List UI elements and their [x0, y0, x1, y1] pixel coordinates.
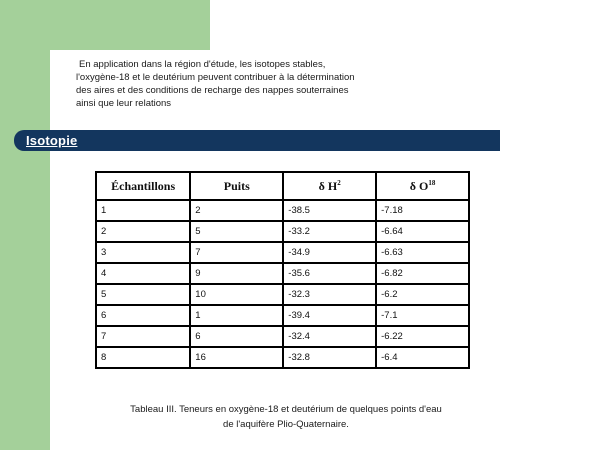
cell-well: 16 [190, 347, 283, 368]
header-wells: Puits [190, 172, 283, 200]
cell-delta-h: -34.9 [283, 242, 376, 263]
top-decorative-band [50, 0, 210, 50]
header-delta-o-label: δ O [409, 178, 429, 193]
table-row [96, 242, 469, 263]
cell-delta-h: -32.4 [283, 326, 376, 347]
cell-delta-h: -38.5 [283, 200, 376, 221]
cell-delta-h: -35.6 [283, 263, 376, 284]
cell-delta-o: -7.18 [376, 200, 469, 221]
cell-delta-o: -6.22 [376, 326, 469, 347]
cell-well: 9 [190, 263, 283, 284]
section-title: Isotopie [26, 133, 78, 148]
cell-delta-h: -32.3 [283, 284, 376, 305]
cell-delta-h: -32.8 [283, 347, 376, 368]
table-row [96, 221, 469, 242]
cell-well: 2 [190, 200, 283, 221]
cell-delta-o: -6.2 [376, 284, 469, 305]
caption-line: Tableau III. Teneurs en oxygène-18 et deutérium de quelques points d'eau [130, 404, 442, 415]
cell-sample: 5 [96, 284, 190, 305]
cell-well: 6 [190, 326, 283, 347]
isotope-table [95, 171, 470, 369]
cell-well: 5 [190, 221, 283, 242]
cell-sample: 1 [96, 200, 190, 221]
table-row [96, 326, 469, 347]
cell-sample: 6 [96, 305, 190, 326]
cell-delta-h: -33.2 [283, 221, 376, 242]
table-caption [100, 402, 472, 432]
table-row [96, 200, 469, 221]
table-row [96, 284, 469, 305]
section-header-bar [14, 130, 500, 151]
header-samples: Échantillons [96, 172, 190, 200]
table-row [96, 305, 469, 326]
caption-line: de l'aquifère Plio-Quaternaire. [223, 419, 349, 430]
cell-delta-h: -39.4 [283, 305, 376, 326]
intro-line: l'oxygène-18 et le deutérium peuvent contribuer à la détermination [76, 72, 355, 83]
intro-line: ainsi que leur relations [76, 98, 172, 109]
intro-paragraph [76, 58, 416, 110]
cell-delta-o: -6.4 [376, 347, 469, 368]
table-row [96, 347, 469, 368]
cell-delta-o: -6.64 [376, 221, 469, 242]
table-row [96, 263, 469, 284]
cell-sample: 7 [96, 326, 190, 347]
cell-well: 1 [190, 305, 283, 326]
header-delta-h-superscript: 2 [337, 178, 341, 187]
header-delta-h-label: δ H [318, 178, 338, 193]
header-delta-h [283, 172, 376, 200]
cell-delta-o: -6.63 [376, 242, 469, 263]
cell-well: 7 [190, 242, 283, 263]
header-delta-o-superscript: 18 [428, 178, 436, 187]
intro-line: En application dans la région d'étude, les isotopes stables, [79, 59, 326, 70]
cell-sample: 4 [96, 263, 190, 284]
header-delta-o [376, 172, 469, 200]
cell-sample: 2 [96, 221, 190, 242]
left-decorative-band [0, 0, 50, 450]
cell-delta-o: -7.1 [376, 305, 469, 326]
cell-well: 10 [190, 284, 283, 305]
cell-delta-o: -6.82 [376, 263, 469, 284]
intro-line: des aires et des conditions de recharge des nappes souterraines [76, 85, 349, 96]
cell-sample: 8 [96, 347, 190, 368]
table-header-row [96, 172, 469, 200]
cell-sample: 3 [96, 242, 190, 263]
